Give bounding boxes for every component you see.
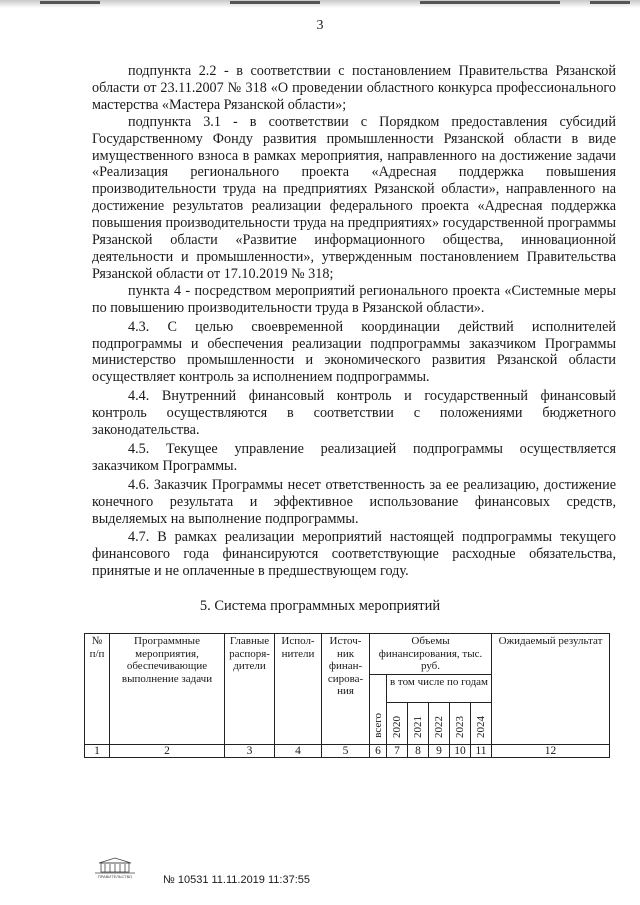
government-building-stamp-icon: [93, 855, 137, 879]
column-number: 2: [110, 744, 225, 758]
column-number: 4: [275, 744, 322, 758]
column-number: 6: [370, 744, 387, 758]
column-number: 10: [450, 744, 471, 758]
column-number: 11: [471, 744, 492, 758]
header-year: 2020: [387, 702, 408, 744]
header-year: 2021: [408, 702, 429, 744]
section-title: 5. Система программных мероприятий: [199, 598, 441, 614]
header-year: 2022: [429, 702, 450, 744]
page-number: 3: [316, 18, 324, 33]
header-by-years: в том числе по годам: [387, 674, 492, 702]
header-result: Ожидаемый результат: [492, 634, 610, 745]
paragraph-2-2: подпункта 2.2 - в соответствии с постановлением Правительства Рязанской области от 23.11.2007 № 318 «О проведении областного конкурса профессионального мастерства «Мастера Рязанской области»;: [92, 63, 616, 113]
column-number-row: [85, 744, 610, 758]
header-year: 2023: [450, 702, 471, 744]
scan-edge-artifact: [0, 0, 640, 8]
paragraph-4-5: 4.5. Текущее управление реализацией подпрограммы осуществляется заказчиком Программы.: [92, 440, 616, 474]
paragraph-4: пункта 4 - посредством мероприятий регионального проекта «Системные меры по повышению производительности труда в Рязанской области».: [92, 282, 616, 316]
header-total: всего: [370, 674, 387, 744]
header-executors: Испол-нители: [275, 634, 322, 745]
column-number: 8: [408, 744, 429, 758]
stamp-text: ПРАВИТЕЛЬСТВО: [97, 874, 133, 879]
column-number: 3: [225, 744, 275, 758]
body-text: [92, 63, 616, 580]
header-num: № п/п: [85, 634, 110, 745]
document-registration-id: № 10531 11.11.2019 11:37:55: [163, 874, 310, 886]
column-number: 5: [322, 744, 370, 758]
column-number: 7: [387, 744, 408, 758]
column-number: 12: [492, 744, 610, 758]
paragraph-4-6: 4.6. Заказчик Программы несет ответственность за ее реализацию, достижение конечного результата и эффективное использование финансовых средств, выделяемых на выполнение подпрограммы.: [92, 476, 616, 527]
header-volume: Объемы финансирования, тыс. руб.: [370, 634, 492, 675]
header-year: 2024: [471, 702, 492, 744]
paragraph-4-3: 4.3. С целью своевременной координации действий исполнителей подпрограммы и обеспечения реализации подпрограммы заказчиком Программы министерство промышленности и экономического развития Рязанской области осуществляет контроль за исполнением подпрограммы.: [92, 318, 616, 386]
paragraph-4-7: 4.7. В рамках реализации мероприятий настоящей подпрограммы текущего финансового года финансируются соответствующие расходные обязательства, принятые и не оплаченные в предшествующем году.: [92, 529, 616, 580]
column-number: 1: [85, 744, 110, 758]
program-events-table: [84, 633, 610, 758]
header-source: Источ-ник финан-сирова-ния: [322, 634, 370, 745]
column-number: 9: [429, 744, 450, 758]
header-events: Программные мероприятия, обеспечивающие выполнение задачи: [110, 634, 225, 745]
header-managers: Главные распоря-дители: [225, 634, 275, 745]
paragraph-4-4: 4.4. Внутренний финансовый контроль и государственный финансовый контроль осуществляются в соответствии с положениями бюджетного законодательства.: [92, 388, 616, 439]
paragraph-3-1: подпункта 3.1 - в соответствии с Порядком предоставления субсидий Государственному Фонду развития промышленности Рязанской области в виде имущественного взноса в рамках мероприятия, направленного на достижение задачи «Реализация регионального проекта «Адресная поддержка повышения производительности труда на предприятиях Рязанской области», направленного на достижение результатов реализации федерального проекта «Адресная поддержка повышения производительности труда на предприятиях» государственной программы Рязанской области «Развитие информационного общества, инновационной деятельности и промышленности», утвержденным постановлением Правительства Рязанской области от 17.10.2019 № 318;: [92, 113, 616, 282]
